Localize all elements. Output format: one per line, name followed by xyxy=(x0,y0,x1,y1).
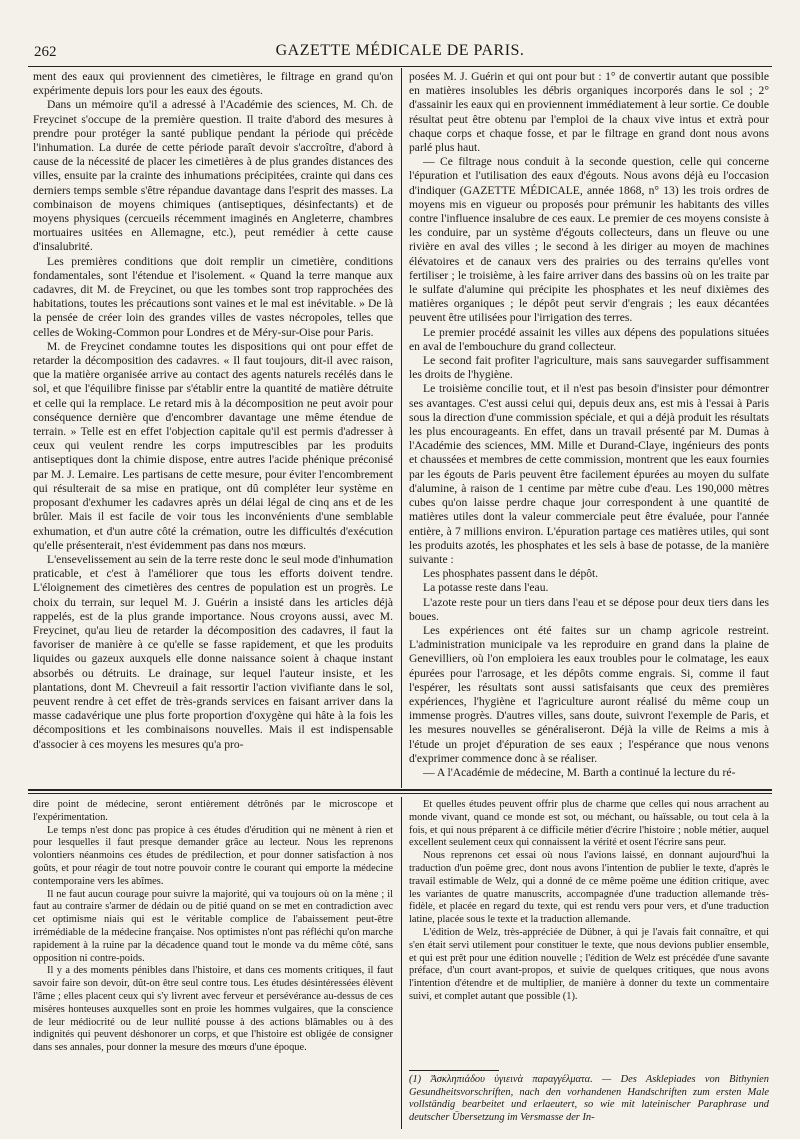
footnote: (1) Ἀσκληπιάδου ὑγιεινὰ παραγγέλματα. — Des Asklepiades von Bithynien Gesundheitsvorschriften, nach den vorhandenen Handschriften zum ersten Male vollständig bearbeitet und erlaeutert, so wie mit lateinischer Paraphrase und deutscher Übersetzung im Versmasse der In- xyxy=(409,1074,769,1123)
paragraph: Et quelles études peuvent offrir plus de charme que celles qui nous arrachent au monde vivant, quand ce monde est sot, ou méchant, ou haïssable, ou tout cela à la fois, et qui nous préparent à ce difficile métier d'écrire l'histoire ; noble métier, auquel excellent seulement ceux qui connaissent la vérité et osent l'écrire sans peur. xyxy=(409,799,769,849)
paragraph: — A l'Académie de médecine, M. Barth a continué la lecture du ré- xyxy=(423,765,736,779)
paragraph: ment des eaux qui proviennent des cimetières, le filtrage en grand qu'on expérimente depuis lors pour les eaux des égouts. xyxy=(33,70,393,98)
paragraph: La potasse reste dans l'eau. xyxy=(423,581,549,595)
footnote-rule xyxy=(409,1070,499,1071)
paragraph: M. de Freycinet condamne toutes les dispositions qui ont pour effet de retarder la décomposition des cadavres. « Il faut toujours, dit-il avec raison, que la matière organisée arrive au contact des agents naturels recélés dans le sol, et que l'équilibre finisse par s'établir entre la quantité de matière détruite et celle qui la remplace. Le retard mis à la décomposition ne peut avoir pour conséquence dernière que d'encombrer davantage une même étendue de terrain. » Telle est en effet l'objection capitale qu'il est permis d'adresser à ceux qui veulent rendre les corps imputrescibles par les produits antiseptiques dont la chimie dispose, entre autres l'acide phénique préconisé par M. J. Lemaire. Les partisans de cette mesure, pour éviter l'encombrement qui résulterait de sa mise en pratique, ont dû compléter leur système en proposant d'exhumer les cadavres après un délai légal de cinq ans et de les brûler. Mais il est facile de voir tous les inconvénients d'une semblable exhumation, et d'un autre côté la crémation, outre les difficultés d'exécution qu'elle présenterait, n'est évidemment pas dans nos mœurs. xyxy=(33,339,393,552)
paragraph: Les premières conditions que doit remplir un cimetière, conditions fondamentales, sont l'étendue et l'isolement. « Quand la terre manque aux cadavres, dit M. de Freycinet, ou que les tombes sont trop rapprochées des habitations, toutes les précautions sont vaines et le mal est inévitable. » De là la pensée de créer loin des grandes villes de vastes nécropoles, telles que celles de Woking-Common pour Londres et de Méry-sur-Oise pour Paris. xyxy=(33,254,393,339)
paragraph: Il ne faut aucun courage pour suivre la majorité, qui va toujours où on la mène ; il faut au contraire s'armer de dédain ou de pitié quand on se met en contradiction avec cet optimisme niais qui est le véritable complice de l'abaissement peut-être irrémédiable de la médecine française. Nos optimistes n'ont pas réfléchi qu'on marche rapidement à la ruine par la décadence quand tout le monde va du même côté, sans opposition ni contre-poids. xyxy=(33,888,393,964)
paragraph: L'édition de Welz, très-appréciée de Dübner, à qui je l'avais fait connaître, et qui s'en était servi utilement pour constituer le texte, que nous devions publier ensemble, et qui est prêt pour une édition nouvelle ; l'édition de Welz est précédée d'une savante préface, d'un court avant-propos, et suivie de quelques critiques, que nous avons l'intention d'étendre et de multiplier, de manière à donner du texte un commentaire suivi, et complet autant que possible (1). xyxy=(409,926,769,1002)
paragraph: Nous reprenons cet essai où nous l'avions laissé, en donnant aujourd'hui la traduction d'un poëme grec, dont nous avons l'intention de publier le texte, d'après le travail estimable de Welz, qui a donné de ce même poëme une édition critique, avec les variantes de quatre manuscrits, accompagnée d'une traduction allemande très-fidèle, et placée en regard du texte, qui est rendu vers pour vers, et d'une traduction latine, placée sous le texte et la traduction allemande. xyxy=(409,850,769,926)
header-rule xyxy=(28,66,772,67)
lower-left-column xyxy=(33,799,393,1131)
paragraph: Dans un mémoire qu'il a adressé à l'Académie des sciences, M. Ch. de Freycinet s'occupe de la première question. Il traite d'abord des mesures à prendre pour protéger la santé publique pendant la période qui précède l'inhumation. La durée de cette période paraît devoir s'accroître, d'abord à cause de la nécessité de placer les cimetières à de plus grandes distances des villes, ensuite par la crainte des inhumations précipitées, crainte qui dans ces derniers temps semble s'être répandue davantage dans l'esprit des masses. La combinaison de moyens chimiques (antiseptiques, désinfectants) et de moyens physiques (cercueils récemment imaginés en Angleterre, chambres mortuaires usitées en Allemagne, etc.), peut remédier à cette cause d'insalubrité. xyxy=(33,98,393,254)
column-rule-upper xyxy=(401,68,402,788)
feuilleton-rule-thin xyxy=(28,793,772,794)
paragraph: Il y a des moments pénibles dans l'histoire, et dans ces moments critiques, il faut savoir faire son devoir, dût-on être seul contre tous. Les études désintéressées élèvent l'âme ; elles placent ceux qui s'y livrent avec ferveur et persévérance au-dessus de ces misères honteuses auxquelles sont en proie les hommes vulgaires, que la conscience de leur médiocrité ou de leur nullité pousse à des actions blâmables ou à des indignités qui peuvent déshonorer un corps, et que l'histoire est obligée de consigner dans ses annales, pour donner la mesure des mœurs d'une époque. xyxy=(33,965,393,1054)
paragraph: Le second fait profiter l'agriculture, mais sans sauvegarder suffisamment les droits de l'hygiène. xyxy=(409,354,769,382)
paragraph: Les phosphates passent dans le dépôt. xyxy=(423,567,599,581)
upper-left-column xyxy=(33,70,393,786)
feuilleton-rule xyxy=(28,789,772,791)
paragraph: Les expériences ont été faites sur un champ agricole restreint. L'administration municipale va les reproduire en grand dans la plaine de Genevilliers, où l'on emploiera les eaux troubles pour le colmatage, les eaux épurées pour l'arrosage, et les dépôts comme engrais. Si, comme il faut l'espérer, les résultats sont aussi satisfaisants que ceux des premières expériences, l'hygiène et l'agriculture auront réalisé du même coup un immense progrès. D'autres villes, sans doute, suivront l'exemple de Paris, et les mesures nouvelles se généraliseront. Déjà la ville de Reims a mis à l'étude un projet d'épuration de ses eaux ; l'espérance que nous venons d'exprimer commence donc à se réaliser. xyxy=(409,623,769,765)
lower-right-column xyxy=(409,799,769,1069)
page-number: 262 xyxy=(34,44,57,60)
page-header xyxy=(28,42,772,66)
upper-right-column xyxy=(409,70,769,786)
running-title: GAZETTE MÉDICALE DE PARIS. xyxy=(275,42,525,59)
paragraph: dire point de médecine, seront entièrement détrônés par le microscope et l'expérimentation. xyxy=(33,799,393,823)
paragraph: L'ensevelissement au sein de la terre reste donc le seul mode d'inhumation praticable, et c'est à l'améliorer que tous les efforts doivent tendre. L'éloignement des cimetières des centres de population est un progrès. Le choix du terrain, sur lequel M. J. Guérin a insisté dans les articles déjà rappelés, est de la plus grande importance. Nous croyons aussi, avec M. Freycinet, qu'au lieu de retarder la décomposition des cadavres, il faut la favoriser de manière à ce qu'elle se fasse rapidement, et que les produits liquides ou gazeux auxquels elle donne naissance soient à chaque instant absorbés ou détruits. Le drainage, sur lequel l'auteur insiste, et les plantations, dont M. Chevreuil a fait ressortir l'action vivifiante dans le sol, peuvent rendre à cet effet de très-grands services en faisant arriver dans la masse cadavérique une plus forte proportion d'oxygène qui hâte à la fois les décompositions et les combinaisons nouvelles. Mais il est indispensable d'associer à ces moyens les mesures qu'a pro- xyxy=(33,552,393,751)
paragraph: posées M. J. Guérin et qui ont pour but : 1° de convertir autant que possible en matières insolubles les débris organiques incorporés dans le sol ; 2° d'assainir les eaux qui en proviennent immédiatement à leur sortie. Ce double résultat peut être obtenu par l'emploi de la chaux vive intus et extrà pour chaque corps et chaque fosse, et par le filtrage en grand dont nous avons parlé plus haut. xyxy=(409,70,769,155)
paragraph: — Ce filtrage nous conduit à la seconde question, celle qui concerne l'épuration et l'utilisation des eaux d'égouts. Nous avons déjà eu l'occasion d'indiquer (GAZETTE MÉDICALE, année 1868, n° 13) les trois ordres de moyens mis en vigueur ou proposés pour prémunir les habitants des villes contre l'influence insalubre de ces eaux. Le premier de ces moyens consiste à les conduire, par un système d'égouts collecteurs, dans un fleuve ou une rivière en aval des villes ; le second à les diriger au moyen de machines élévatoires et de canaux vers des prairies ou des terrains qu'elles vont fertiliser ; le troisième, à les faire arriver dans des bassins où on les traite par le sulfate d'alumine qui précipite les phosphates et les neuf dixièmes des matières organiques ; le dépôt peut servir d'engrais ; les eaux décantées peuvent être utilisées pour l'irrigation des terres. xyxy=(409,155,769,325)
paragraph: Le troisième concilie tout, et il n'est pas besoin d'insister pour démontrer ses avantages. C'est aussi celui qui, depuis deux ans, est mis à l'essai à Paris sous la direction d'une commission spéciale, et qui a déjà produit les résultats les plus encourageants. En effet, dans un travail présenté par M. Dumas à l'Académie des sciences, MM. Mille et Durand-Claye, ingénieurs des ponts et chaussées et membres de cette commission, montrent que les eaux fournies par les égouts de Paris peuvent être facilement épurées au moyen du sulfate d'alumine, à raison de 1 centime par mètre cube d'eau. Les 190,000 mètres cubes qu'on laisse perdre chaque jour correspondent à une quantité de matières utiles dont la valeur commerciale peut être évaluée, pour l'année entière, à 7 millions environ. L'épuration partage ces matières utiles, qui sont les produits azotés, les phosphates et les sels à base de potasse, de la manière suivante : xyxy=(409,382,769,566)
paragraph: Le premier procédé assainit les villes aux dépens des populations situées en aval de l'embouchure du grand collecteur. xyxy=(409,325,769,353)
column-rule-lower xyxy=(401,797,402,1129)
paragraph: L'azote reste pour un tiers dans l'eau et se dépose pour deux tiers dans les boues. xyxy=(409,595,769,623)
paragraph: Le temps n'est donc pas propice à ces études d'érudition qui ne mènent à rien et pour lesquelles il faut presque demander grâce au lecteur. Nous les reprenons volontiers néanmoins ces études de prédilection, et pour donner satisfaction à nos goûts, et pour réagir de tout notre pouvoir contre le courant qui emporte la médecine contemporaine vers les abîmes. xyxy=(33,824,393,887)
